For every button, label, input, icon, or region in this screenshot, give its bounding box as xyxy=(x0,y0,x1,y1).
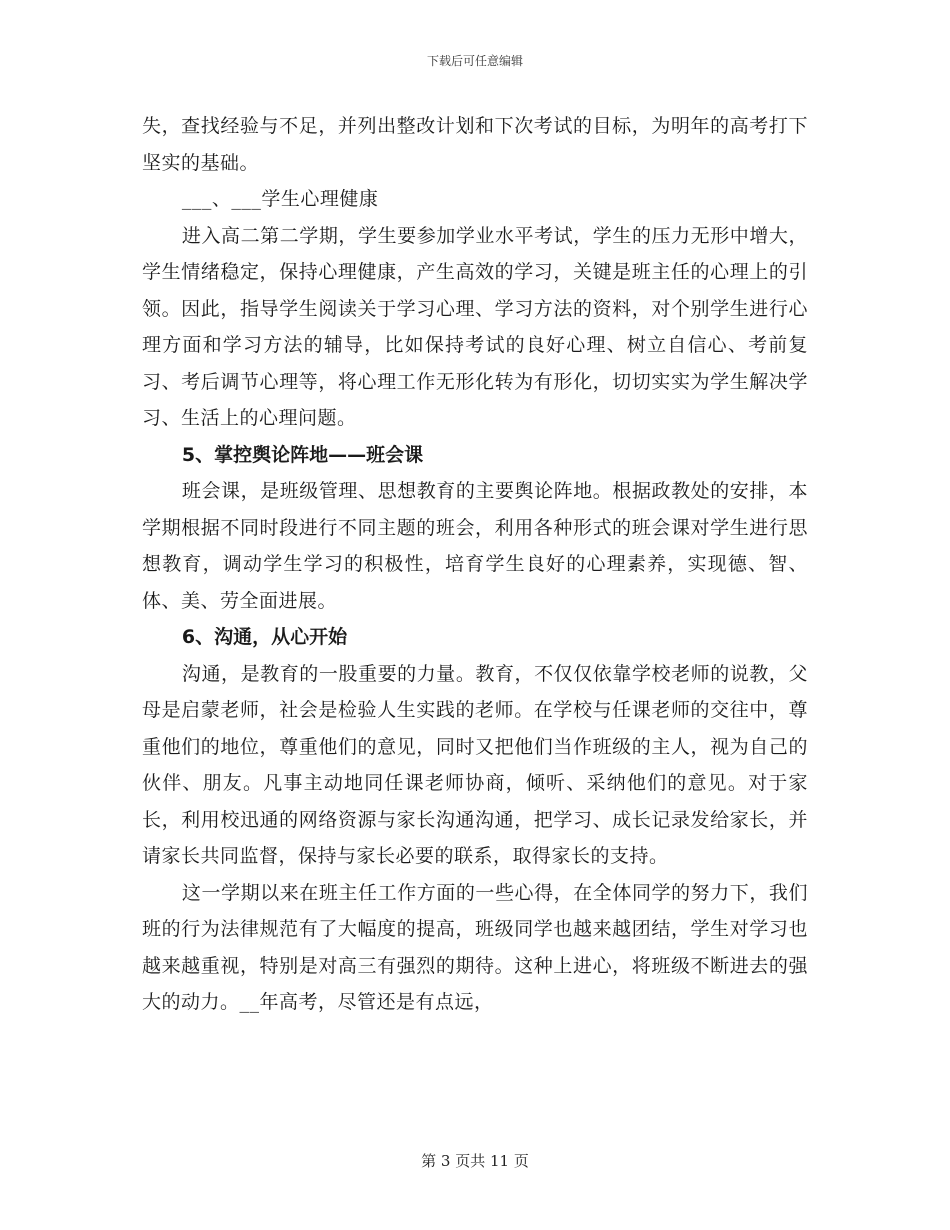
section-title-mental-health: ___、___学生心理健康 xyxy=(181,188,379,210)
heading-communication: 6、沟通，从心开始 xyxy=(181,626,348,648)
document-body xyxy=(142,108,808,1021)
paragraph-communication: 沟通，是教育的一股重要的力量。教育，不仅仅依靠学校老师的说教，父母是启蒙老师，社会是检验人生实践的老师。在学校与任课老师的交往中，尊重他们的地位，尊重他们的意见，同时又把他们当作班级的主人，视为自己的伙伴、朋友。凡事主动地同任课老师协商，倾听、采纳他们的意见。对于家长，利用校迅通的网络资源与家长沟通沟通，把学习、成长记录发给家长，并请家长共同监督，保持与家长必要的联系，取得家长的支持。 xyxy=(142,662,808,867)
page-number: 第 3 页共 11 页 xyxy=(421,1152,529,1170)
paragraph-class-meeting: 班会课，是班级管理、思想教育的主要舆论阵地。根据政教处的安排，本学期根据不同时段进行不同主题的班会，利用各种形式的班会课对学生进行思想教育，调动学生学习的积极性，培育学生良好的心理素养，实现德、智、体、美、劳全面进展。 xyxy=(142,480,808,612)
heading-class-meeting: 5、掌控舆论阵地——班会课 xyxy=(181,443,424,466)
paragraph-summary: 这一学期以来在班主任工作方面的一些心得，在全体同学的努力下，我们班的行为法律规范有了大幅度的提高，班级同学也越来越团结，学生对学习也越来越重视，特别是对高三有强烈的期待。这种上进心，将班级不断进去的强大的动力。__年高考，尽管还是有点远， xyxy=(142,881,808,1013)
paragraph-mental-health: 进入高二第二学期，学生要参加学业水平考试，学生的压力无形中增大，学生情绪稳定，保持心理健康，产生高效的学习，关键是班主任的心理上的引领。因此，指导学生阅读关于学习心理、学习方法的资料，对个别学生进行心理方面和学习方法的辅导，比如保持考试的良好心理、树立自信心、考前复习、考后调节心理等，将心理工作无形化转为有形化，切切实实为学生解决学习、生活上的心理问题。 xyxy=(142,224,808,429)
header-note: 下载后可任意编辑 xyxy=(426,54,523,68)
paragraph-exam-review: 失，查找经验与不足，并列出整改计划和下次考试的目标，为明年的高考打下坚实的基础。 xyxy=(142,115,808,174)
